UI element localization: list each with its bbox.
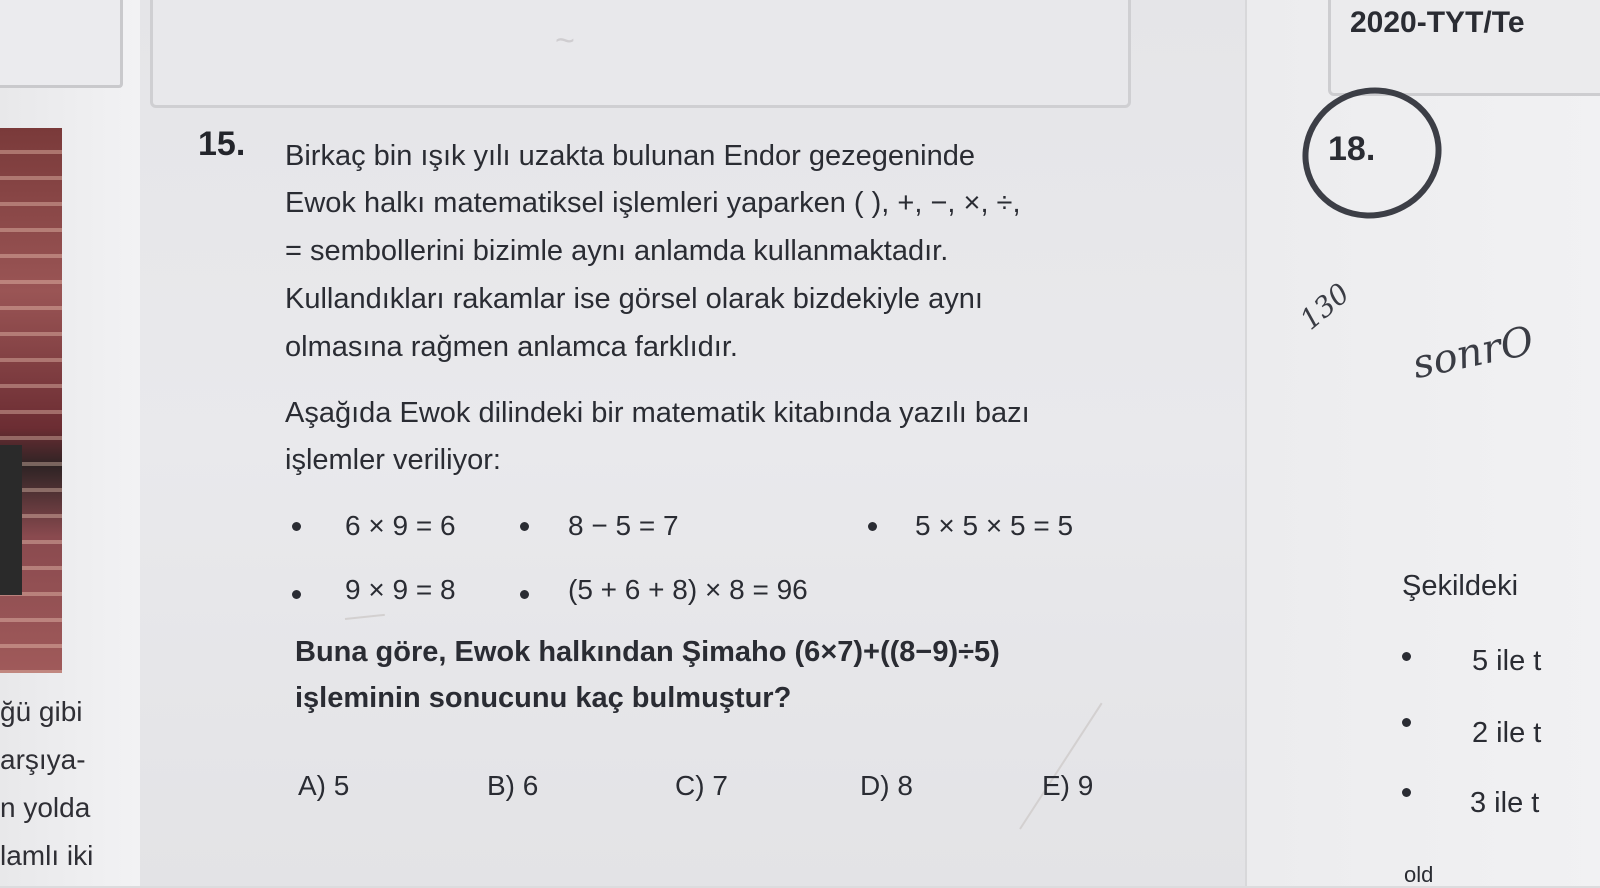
bullet-icon bbox=[1402, 652, 1411, 661]
question-prompt-line: işleminin sonucunu kaç bulmuştur? bbox=[295, 682, 792, 714]
bullet-icon bbox=[1402, 718, 1411, 727]
previous-question-box bbox=[150, 0, 1131, 108]
handwritten-note: sonrO bbox=[1408, 317, 1538, 389]
answer-choice-d[interactable]: D) 8 bbox=[860, 770, 913, 801]
right-bottom-fragment: old bbox=[1404, 862, 1434, 887]
left-page-line: n yolda bbox=[0, 792, 91, 823]
answer-choice-c[interactable]: C) 7 bbox=[675, 770, 728, 801]
left-page-line: arşıya- bbox=[0, 744, 86, 775]
bullet-icon bbox=[292, 590, 301, 599]
pencil-scribble: ~ bbox=[555, 22, 575, 60]
question-intro-line: Aşağıda Ewok dilindeki bir matematik kitabında yazılı bazı bbox=[285, 397, 1030, 429]
right-list-item: 5 ile t bbox=[1472, 645, 1542, 677]
expression-item: 9 × 9 = 8 bbox=[345, 574, 456, 605]
left-page-line: lamlı iki bbox=[0, 840, 94, 871]
answer-choice-b[interactable]: B) 6 bbox=[487, 770, 539, 801]
exam-header-label: 2020-TYT/Te bbox=[1350, 6, 1525, 39]
bullet-icon bbox=[1402, 788, 1411, 797]
question-paragraph-line: Ewok halkı matematiksel işlemleri yaparken ( ), +, −, ×, ÷, bbox=[285, 187, 1021, 219]
right-question-text: Şekildeki bbox=[1402, 570, 1519, 602]
handwritten-number: 130 bbox=[1293, 276, 1356, 337]
bullet-icon bbox=[868, 522, 877, 531]
bullet-icon bbox=[292, 522, 301, 531]
bullet-icon bbox=[520, 590, 529, 599]
question-paragraph-line: olmasına rağmen anlamca farklıdır. bbox=[285, 331, 738, 363]
left-page-line: ğü gibi bbox=[0, 696, 83, 727]
question-paragraph-line: = sembollerini bizimle aynı anlamda kullanmaktadır. bbox=[285, 235, 949, 267]
expression-item: 6 × 9 = 6 bbox=[345, 510, 456, 541]
expression-item: 5 × 5 × 5 = 5 bbox=[915, 510, 1074, 541]
bullet-icon bbox=[520, 522, 529, 531]
question-prompt-line: Buna göre, Ewok halkından Şimaho (6×7)+((8−9)÷5) bbox=[295, 636, 1000, 668]
right-list-item: 3 ile t bbox=[1470, 787, 1540, 819]
main-page bbox=[140, 0, 1245, 886]
answer-choice-a[interactable]: A) 5 bbox=[298, 770, 350, 801]
expression-item: (5 + 6 + 8) × 8 = 96 bbox=[568, 574, 808, 605]
question-paragraph-line: Birkaç bin ışık yılı uzakta bulunan Endor gezegeninde bbox=[285, 140, 975, 172]
question-number: 15. bbox=[198, 125, 246, 163]
left-page-photo-dark-area bbox=[0, 445, 22, 595]
answer-choice-e[interactable]: E) 9 bbox=[1042, 770, 1094, 801]
question-number-right: 18. bbox=[1328, 130, 1376, 168]
question-paragraph-line: Kullandıkları rakamlar ise görsel olarak bizdekiyle aynı bbox=[285, 283, 983, 315]
right-list-item: 2 ile t bbox=[1472, 717, 1542, 749]
question-intro-line: işlemler veriliyor: bbox=[285, 444, 501, 476]
left-header-box bbox=[0, 0, 123, 88]
expression-item: 8 − 5 = 7 bbox=[568, 510, 679, 541]
